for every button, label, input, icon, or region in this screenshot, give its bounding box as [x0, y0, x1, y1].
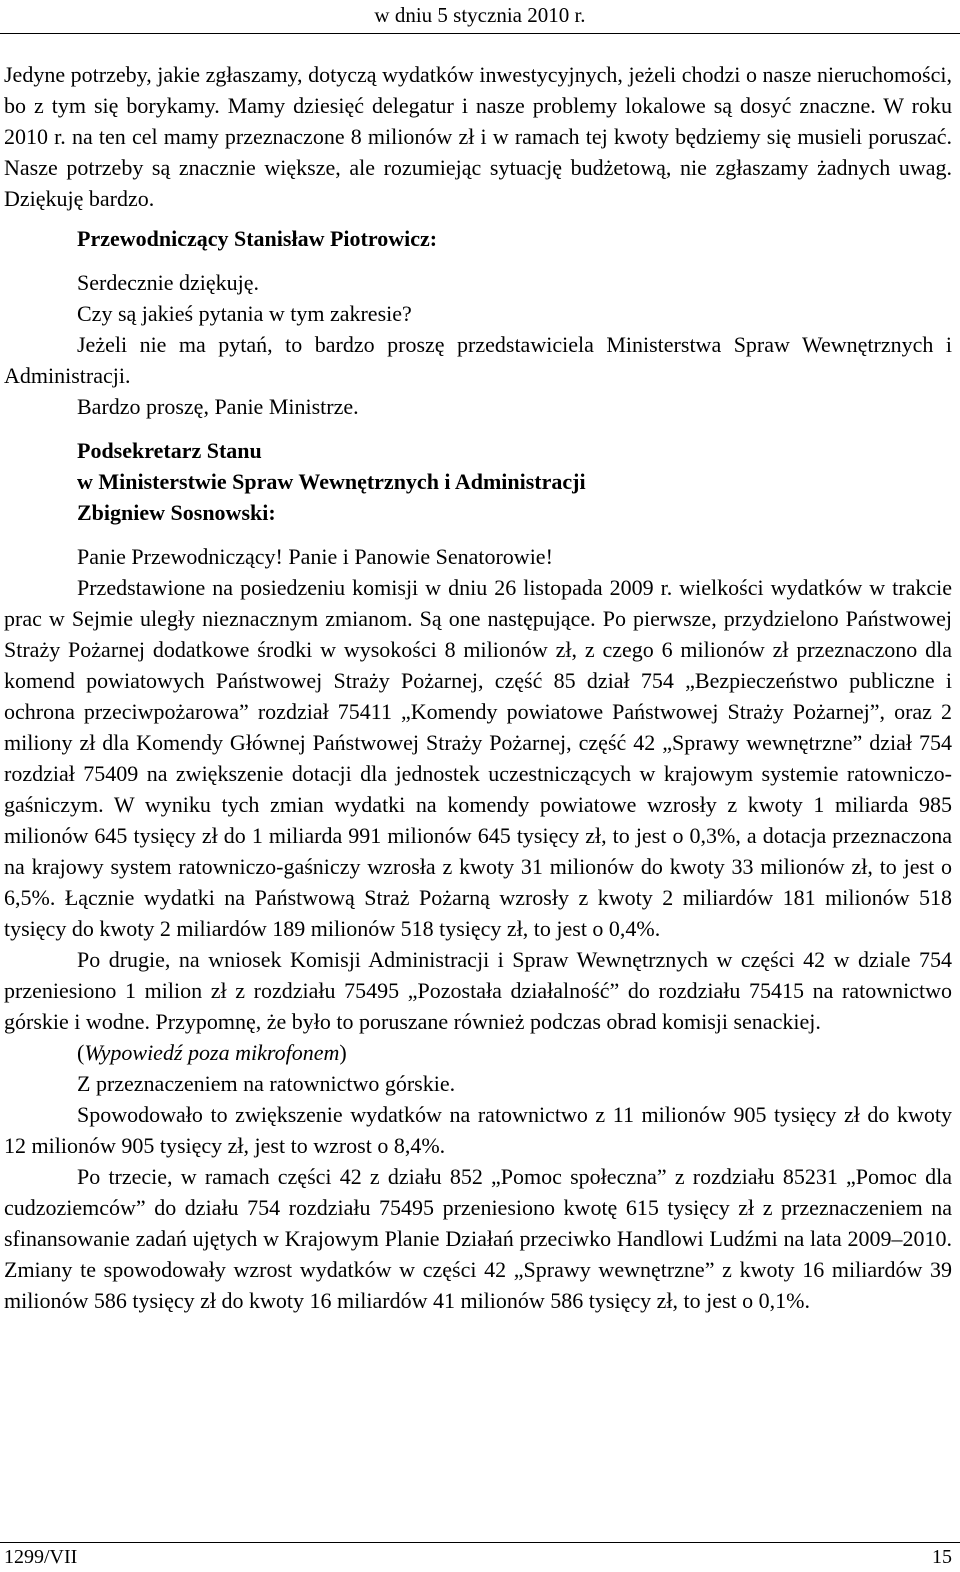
paragraph-12: Po trzecie, w ramach części 42 z działu 852 „Pomoc społeczna” z rozdziału 85231 „Pomoc dla cudzoziemców” do działu 754 rozdziału 75495 przeniesiono kwotę 615 tysięcy zł z przeznaczeniem na sfinansowanie zadań ujętych w Krajowym Planie Działań przeciwko Handlowi Ludźmi na lata 2009–2010. Zmiany te spowodowały wzrost wydatków w części 42 „Sprawy wewnętrzne” z kwoty 16 miliardów 39 milionów 586 tysięcy zł do kwoty 16 miliardów 41 milionów 586 tysięcy zł, to jest o 0,1%.: [4, 1164, 952, 1313]
paragraph-8: Po drugie, na wniosek Komisji Administracji i Spraw Wewnętrznych w części 42 w dziale 754 przeniesiono 1 milion zł z rozdziału 75495 „Pozostała działalność” do rozdziału 75415 na ratownictwo górskie i wodne. Przypomnę, że było to poruszane również podczas obrad komisji senackiej.: [4, 947, 952, 1034]
remark-italic-text: Wypowiedź poza mikrofonem: [84, 1040, 340, 1065]
footer-page-number: 15: [932, 1546, 952, 1568]
footer-rule: [0, 1542, 960, 1543]
footer-document-number: 1299/VII: [4, 1546, 78, 1568]
remark-open-paren: (: [77, 1040, 85, 1065]
paragraph-11: Spowodowało to zwiększenie wydatków na ratownictwo z 11 milionów 905 tysięcy zł do kwoty 12 milionów 905 tysięcy zł, jest to wzrost o 8,4%.: [4, 1102, 952, 1158]
document-body: [4, 59, 952, 1316]
header-rule: [0, 33, 960, 34]
speaker-title-line-1: Podsekretarz Stanu: [77, 438, 262, 463]
speaker-heading-chairman: Przewodniczący Stanisław Piotrowicz:: [77, 226, 438, 251]
paragraph-5: Bardzo proszę, Panie Ministrze.: [77, 394, 359, 419]
paragraph-1: Jedyne potrzeby, jakie zgłaszamy, dotyczą wydatków inwestycyjnych, jeżeli chodzi o nasze nieruchomości, bo z tym się borykamy. Mamy dziesięć delegatur i nasze problemy lokalowe są dosyć znaczne. W roku 2010 r. na ten cel mamy przeznaczone 8 milionów zł i w ramach tej kwoty będziemy się musieli poruszać. Nasze potrzeby są znacznie większe, ale rozumiejąc sytuację budżetową, nie zgłaszamy żadnych uwag. Dziękuję bardzo.: [4, 62, 952, 211]
speaker-heading-undersecretary: [4, 435, 952, 528]
running-header-date: w dniu 5 stycznia 2010 r.: [374, 3, 586, 27]
paragraph-2: Serdecznie dziękuję.: [77, 270, 260, 295]
paragraph-3: Czy są jakieś pytania w tym zakresie?: [77, 301, 412, 326]
paragraph-7: Przedstawione na posiedzeniu komisji w dniu 26 listopada 2009 r. wielkości wydatków w trakcie prac w Sejmie uległy nieznacznym zmianom. Są one następujące. Po pierwsze, przydzielono Państwowej Straży Pożarnej dodatkowe środki w wysokości 8 milionów zł, z czego 6 milionów zł przeznaczono dla komend powiatowych Państwowej Straży Pożarnej, część 85 dział 754 „Bezpieczeństwo publiczne i ochrona przeciwpożarowa” rozdział 75411 „Komendy powiatowe Państwowej Straży Pożarnej”, oraz 2 miliony zł dla Komendy Głównej Państwowej Straży Pożarnej, część 42 „Sprawy wewnętrzne” dział 754 rozdział 75409 na zwiększenie dotacji dla jednostek uczestniczących w krajowym systemie ratowniczo-gaśniczym. W wyniku tych zmian wydatki na komendy powiatowe wzrosły z kwoty 1 miliarda 985 milionów 645 tysięcy zł do 1 miliarda 991 milionów 645 tysięcy zł, to jest o 0,3%, a dotacja przeznaczona na krajowy system ratowniczo-gaśniczy wzrosła z kwoty 31 milionów do kwoty 33 milionów zł, to jest o 6,5%. Łącznie wydatki na Państwową Straż Pożarną wzrosły z kwoty 2 miliardów 181 milionów 518 tysięcy do kwoty 2 miliardów 189 milionów 518 tysięcy zł, to jest o 0,4%.: [4, 575, 952, 941]
remark-close-paren: ): [339, 1040, 347, 1065]
speaker-name-line: Zbigniew Sosnowski:: [77, 500, 276, 525]
paragraph-6: Panie Przewodniczący! Panie i Panowie Senatorowie!: [77, 544, 553, 569]
paragraph-10: Z przeznaczeniem na ratownictwo górskie.: [77, 1071, 456, 1096]
speaker-title-line-2: w Ministerstwie Spraw Wewnętrznych i Administracji: [77, 469, 586, 494]
paragraph-4: Jeżeli nie ma pytań, to bardzo proszę przedstawiciela Ministerstwa Spraw Wewnętrznych i Administracji.: [4, 332, 952, 388]
paragraph-9-remark: [4, 1037, 952, 1068]
